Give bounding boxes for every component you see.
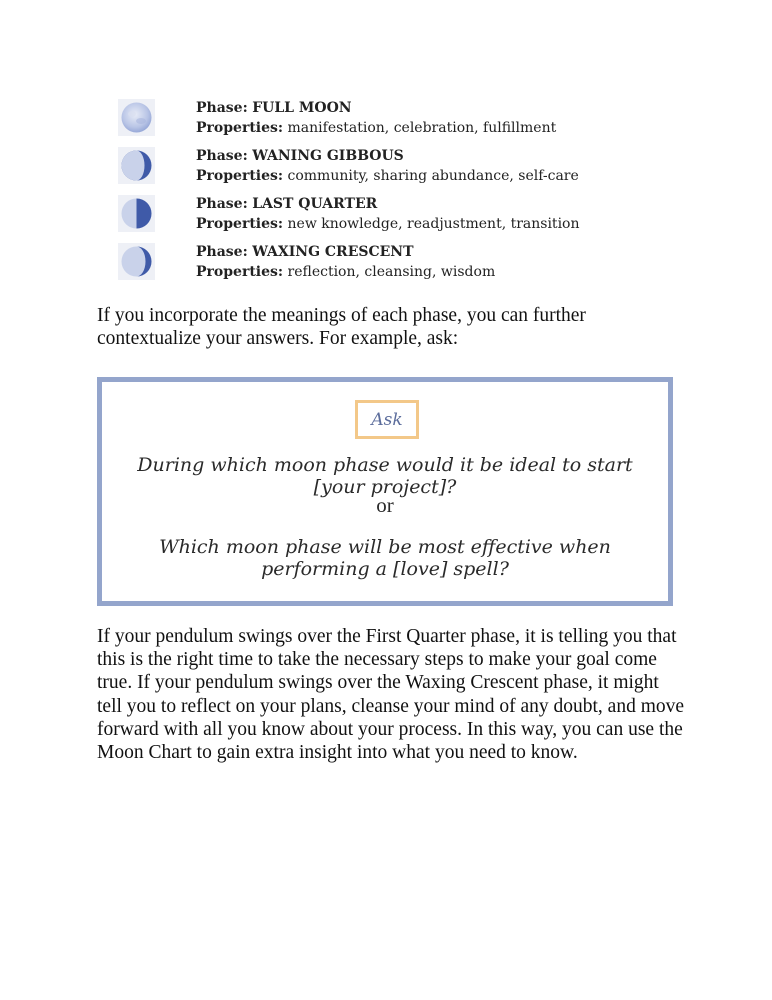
phase-properties: new knowledge, readjustment, transition xyxy=(287,216,580,232)
full-moon-icon xyxy=(118,99,155,136)
phase-info xyxy=(196,194,580,234)
phase-row-last-quarter xyxy=(118,194,678,242)
phase-row-waxing-crescent xyxy=(118,242,678,290)
phase-name: FULL MOON xyxy=(252,100,352,116)
phase-properties: community, sharing abundance, self-care xyxy=(287,168,579,184)
properties-label: Properties: xyxy=(196,168,284,184)
properties-label: Properties: xyxy=(196,120,284,136)
phase-label: Phase: xyxy=(196,148,248,164)
ask-question-1: During which moon phase would it be ideal to start [your project]? xyxy=(137,454,633,498)
phase-info xyxy=(196,146,579,186)
phase-label: Phase: xyxy=(196,196,248,212)
phase-name: WANING GIBBOUS xyxy=(252,148,404,164)
closing-paragraph: If your pendulum swings over the First Quarter phase, it is telling you that this is the right time to take the necessary steps to make your goal come true. If your pendulum swings over the Waxing Crescent phase, it might tell you to reflect on your plans, cleanse your mind of any doubt, and move forward with all you know about your process. In this way, you can use the Moon Chart to gain extra insight into what you need to know. xyxy=(97,626,685,764)
properties-label: Properties: xyxy=(196,264,284,280)
waxing-crescent-icon xyxy=(118,243,155,280)
phase-label: Phase: xyxy=(196,244,248,260)
intro-paragraph: If you incorporate the meanings of each phase, you can further contextualize your answers. For example, ask: xyxy=(97,305,586,350)
moon-phase-list xyxy=(118,98,678,290)
phase-name: LAST QUARTER xyxy=(252,196,378,212)
phase-row-full-moon xyxy=(118,98,678,146)
ask-box xyxy=(97,377,673,606)
last-quarter-icon xyxy=(118,195,155,232)
phase-info xyxy=(196,98,556,138)
phase-label: Phase: xyxy=(196,100,248,116)
phase-properties: manifestation, celebration, fulfillment xyxy=(287,120,557,136)
ask-or: or xyxy=(376,493,394,517)
phase-properties: reflection, cleansing, wisdom xyxy=(287,264,496,280)
phase-info xyxy=(196,242,495,282)
waning-gibbous-icon xyxy=(118,147,155,184)
ask-question-2: Which moon phase will be most effective when performing a [love] spell? xyxy=(159,536,611,580)
phase-name: WAXING CRESCENT xyxy=(252,244,414,260)
properties-label: Properties: xyxy=(196,216,284,232)
phase-row-waning-gibbous xyxy=(118,146,678,194)
ask-badge: Ask xyxy=(355,400,419,439)
